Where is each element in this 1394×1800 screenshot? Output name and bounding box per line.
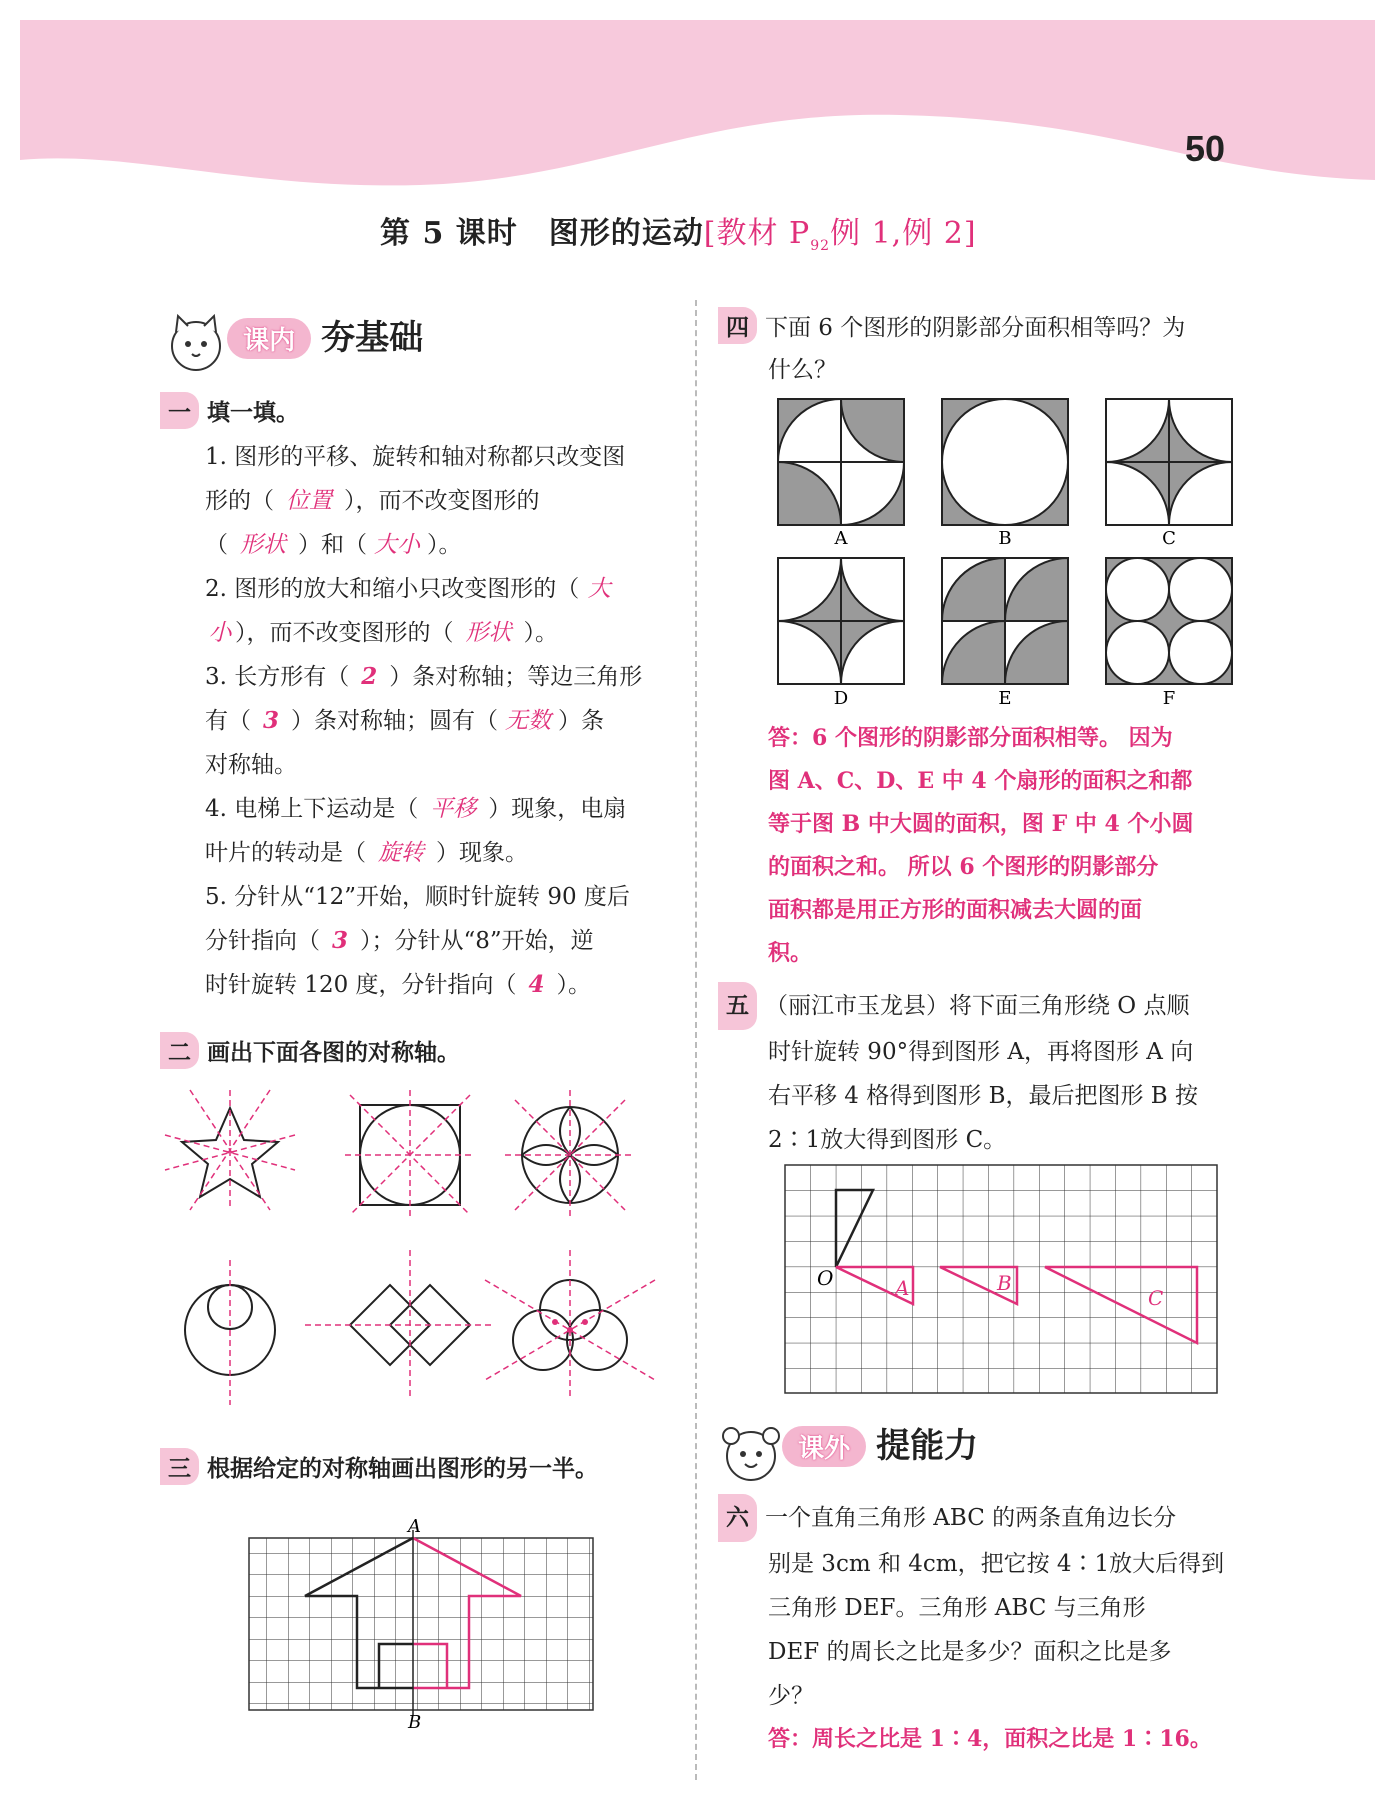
label-o: O bbox=[817, 1266, 834, 1290]
section-in-header bbox=[160, 310, 424, 358]
q2-symmetry-figures bbox=[155, 1080, 685, 1410]
q6-answer: 答：周长之比是 1∶4，面积之比是 1∶16。 bbox=[768, 1726, 1212, 1752]
fig-label-f: F bbox=[1162, 688, 1176, 709]
q5-text: 五 （丽江市玉龙县）将下面三角形绕 O 点顺 时针旋转 90°得到图形 A，再将图形 A 向 右平移 4 格得到图形 B，最后把图形 B 按 2∶1放大得到图形 C。 bbox=[718, 982, 1248, 1162]
fig-label-e: E bbox=[998, 688, 1012, 709]
q4-answer: 答：6 个图形的阴影部分面积相等。 因为 图 A、C、D、E 中 4 个扇形的面积之和都 等于图 B 中大圆的面积，图 F 中 4 个小圆 的面积之和。 所以 6 个图形的阴影部分 面积都是用正方形的面积减去大圆的面 积。 bbox=[768, 725, 1194, 966]
cat-mascot-icon bbox=[160, 312, 232, 378]
q3-grid-figure bbox=[245, 1510, 595, 1730]
label-a: A bbox=[895, 1276, 910, 1300]
label-a: A bbox=[408, 1516, 421, 1537]
section-in-badge: 课内 bbox=[227, 318, 311, 359]
q5-grid-figure bbox=[780, 1160, 1230, 1400]
q2-heading: 二 画出下面各图的对称轴。 bbox=[160, 1032, 460, 1069]
q4-heading-line2: 什么？ bbox=[768, 357, 837, 383]
section-in-heading: 夯基础 bbox=[321, 318, 424, 358]
fig-label-b: B bbox=[998, 528, 1012, 549]
fig-label-d: D bbox=[833, 688, 849, 709]
bear-mascot-icon bbox=[715, 1420, 787, 1486]
section-out-heading: 提能力 bbox=[876, 1426, 979, 1466]
section-out-badge: 课外 bbox=[782, 1426, 866, 1467]
label-b: B bbox=[408, 1712, 422, 1730]
section-out-header bbox=[715, 1418, 979, 1466]
label-b: B bbox=[997, 1271, 1012, 1295]
column-divider bbox=[695, 300, 697, 1780]
page-title: 第 5 课时 图形的运动[教材 $P_{92}$例 1,例 2] bbox=[380, 216, 977, 254]
header-banner bbox=[0, 0, 1394, 200]
q6-text: 六 一个直角三角形 ABC 的两条直角边长分 别是 3cm 和 4cm，把它按 4∶1放大后得到 三角形 DEF。三角形 ABC 与三角形 DEF 的周长之比是多少？面积之比是多 少？ 答：周长之比是 1∶4，面积之比是 1∶16。 bbox=[718, 1494, 1248, 1761]
q3-heading: 三 根据给定的对称轴画出图形的另一半。 bbox=[160, 1448, 598, 1485]
label-c: C bbox=[1148, 1286, 1164, 1310]
page-number: 50 bbox=[1185, 128, 1226, 169]
fig-label-a: A bbox=[834, 528, 848, 549]
q1-items: 1. 图形的平移、旋转和轴对称都只改变图 形的（ 位置 ），而不改变图形的 （ 形状 ）和（ 大小 ）。 2. 图形的放大和缩小只改变图形的（ 大 小 ），而不改变图形的（ 形状 ）。 3. 长方形有（ 2 ）条对称轴；等边三角形 有（ 3 ）条对称轴；圆有（ 无数 ）条 对称轴。 4. 电梯上下运动是（ 平移 ）现象，电扇 叶片的转动是（ 旋转 ）现象。 5. 分针从“12”开始，顺时针旋转 90 度后 分针指向（ 3 ）；分针从“8”开始，逆 时针旋转 120 度，分针指向（ 4 ）。 bbox=[205, 444, 643, 998]
q4-heading: 四 下面 6 个图形的阴影部分面积相等吗？为 bbox=[718, 307, 1185, 344]
fig-label-c: C bbox=[1162, 528, 1176, 549]
q4-shaded-figures bbox=[770, 395, 1240, 715]
q1-heading: 一 填一填。 bbox=[160, 392, 299, 429]
